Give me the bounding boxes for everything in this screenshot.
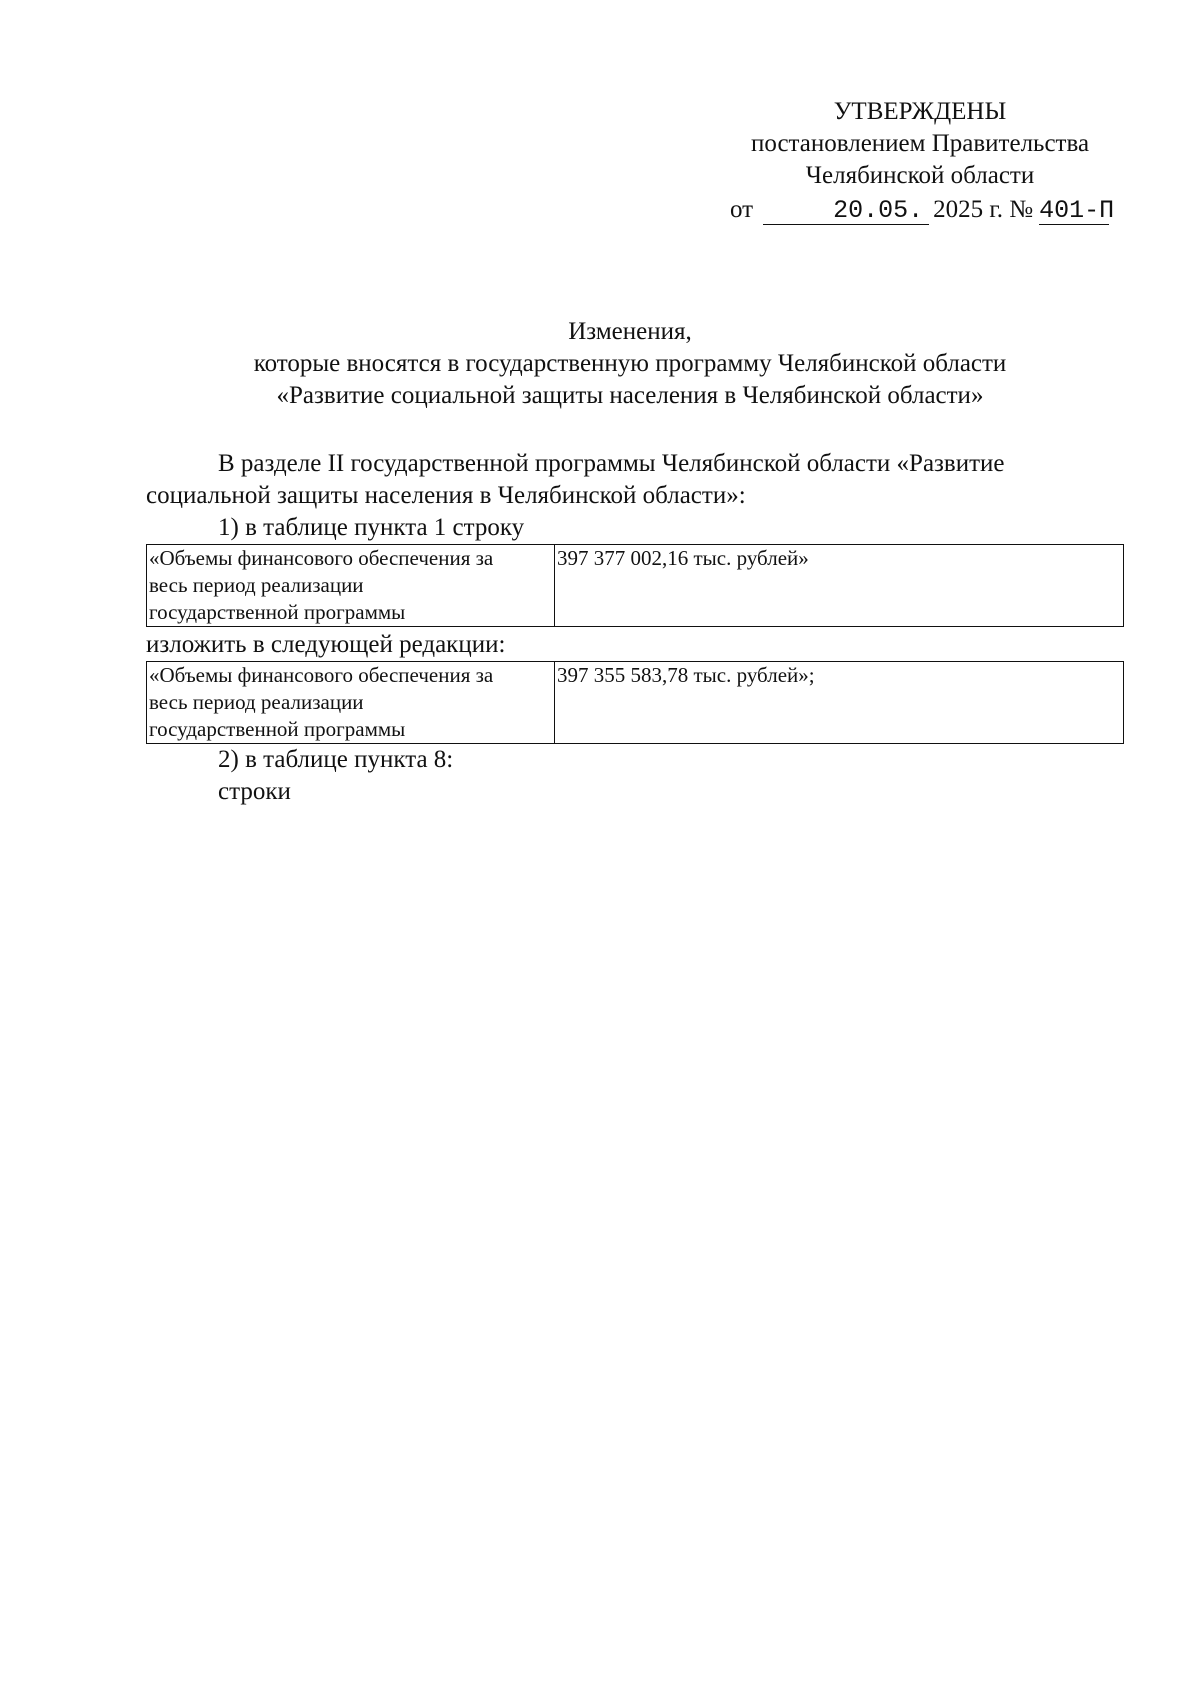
table-old-row: [146, 544, 1124, 627]
table-new-row: [146, 661, 1124, 744]
old-label-line-1: «Объемы финансового обеспечения за: [149, 546, 494, 570]
document-title: [140, 316, 1120, 412]
old-label-cell: [147, 545, 555, 627]
approval-date-line: [730, 194, 1140, 226]
new-label-line-2: весь период реализации: [149, 690, 364, 714]
title-line-3: «Развитие социальной защиты населения в Челябинской области»: [276, 382, 984, 409]
old-value: 397 377 002,16 тыс. рублей»: [557, 546, 809, 570]
item-1-text: 1) в таблице пункта 1 строку: [218, 514, 525, 541]
year-text: 2025 г. №: [933, 196, 1034, 223]
new-label-line-1: «Объемы финансового обеспечения за: [149, 663, 494, 687]
restate-text: изложить в следующей редакции:: [146, 631, 506, 658]
new-value-cell: [555, 662, 1124, 744]
table-row: [147, 662, 1124, 744]
old-label-line-3: государственной программы: [149, 600, 406, 624]
table-row: [147, 545, 1124, 627]
old-label-line-2: весь период реализации: [149, 573, 364, 597]
new-label-line-3: государственной программы: [149, 717, 406, 741]
title-line-1: Изменения,: [568, 318, 692, 345]
title-line-2: которые вносятся в государственную программу Челябинской области: [253, 350, 1007, 377]
approval-line-1: постановлением Правительства: [750, 130, 1090, 157]
item-2-text: 2) в таблице пункта 8:: [218, 746, 454, 773]
approval-heading: УТВЕРЖДЕНЫ: [833, 98, 1007, 125]
new-label-cell: [147, 662, 555, 744]
intro-line-1: В разделе II государственной программы Челябинской области «Развитие: [218, 450, 1005, 477]
date-prefix: от: [730, 196, 754, 223]
old-value-cell: [555, 545, 1124, 627]
approval-block: [700, 96, 1140, 226]
approval-line-2: Челябинской области: [805, 162, 1035, 189]
intro-line-2: социальной защиты населения в Челябинской области»:: [146, 482, 746, 509]
date-value: 20.05.: [763, 198, 929, 225]
rows-word: строки: [218, 778, 291, 805]
new-value: 397 355 583,78 тыс. рублей»;: [557, 663, 815, 687]
decree-number: 401-П: [1039, 196, 1115, 225]
document-body: [146, 448, 1126, 808]
